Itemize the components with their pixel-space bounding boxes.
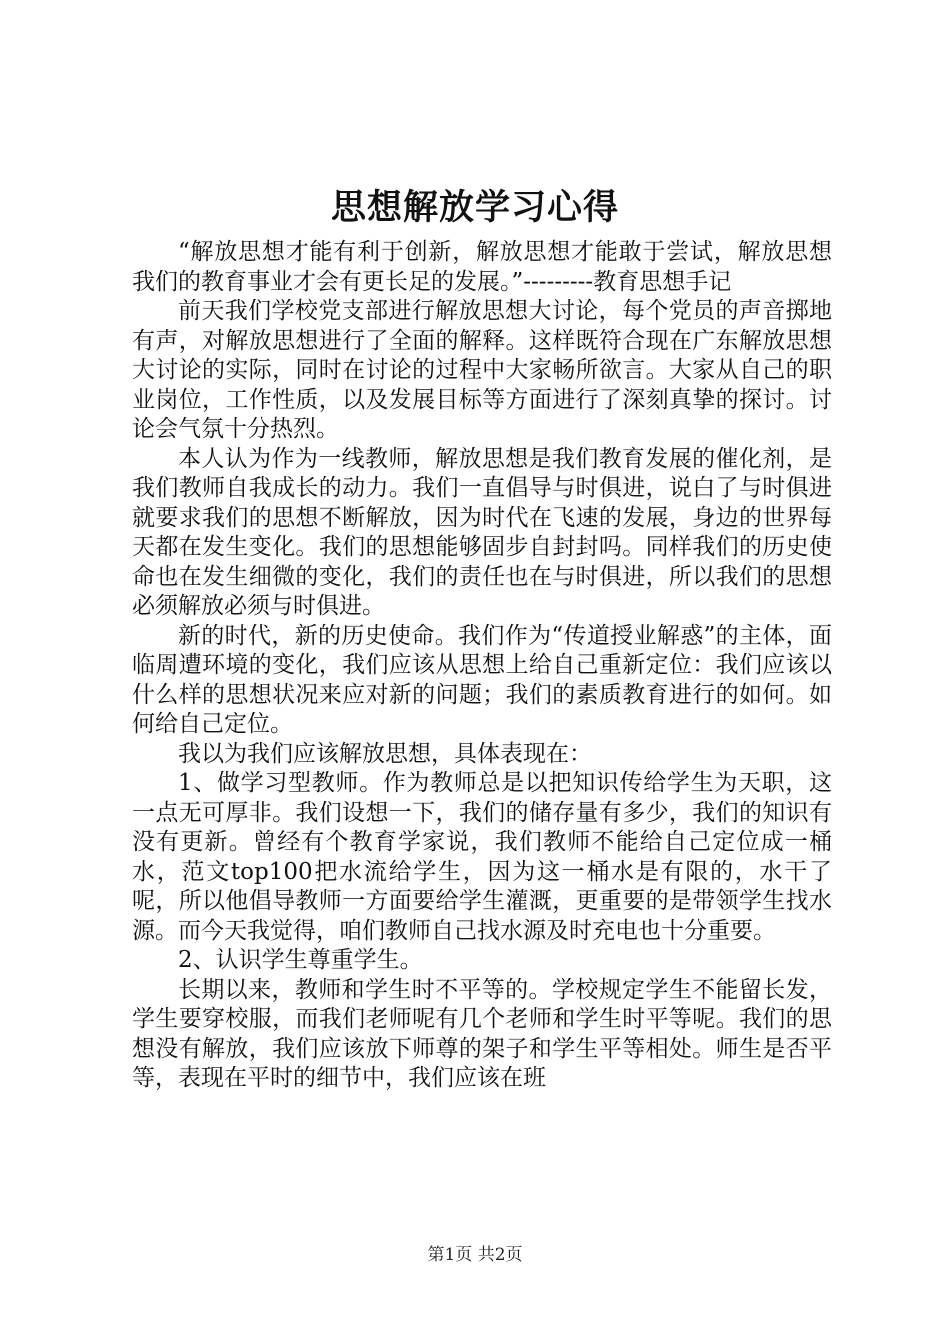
paragraph-item-2-body: 长期以来，教师和学生时不平等的。学校规定学生不能留长发，学生要穿校服，而我们老师呢有几个老师和学生时平等呢。我们的思想没有解放，我们应该放下师尊的架子和学生平等相处。师生是否平等，表现在平时的细节中，我们应该在班 bbox=[132, 976, 832, 1091]
paragraph-new-era: 新的时代，新的历史使命。我们作为“传道授业解惑”的主体，面临周遭环境的变化，我们应该从思想上给自己重新定位：我们应该以什么样的思想状况来应对新的问题；我们的素质教育进行的如何。如何给自己定位。 bbox=[132, 622, 832, 737]
page-number: 第1页 共2页 bbox=[427, 1245, 523, 1265]
document-body bbox=[132, 238, 832, 1094]
paragraph-discussion: 前天我们学校党支部进行解放思想大讨论，每个党员的声音掷地有声，对解放思想进行了全面的解释。这样既符合现在广东解放思想大讨论的实际，同时在讨论的过程中大家畅所欲言。大家从自己的职业岗位，工作性质，以及发展目标等方面进行了深刻真挚的探讨。讨论会气氛十分热烈。 bbox=[132, 298, 832, 442]
paragraph-quote: “解放思想才能有利于创新，解放思想才能敢于尝试，解放思想我们的教育事业才会有更长足的发展。”---------教育思想手记 bbox=[132, 239, 832, 295]
page-title: 思想解放学习心得 bbox=[330, 187, 619, 228]
paragraph-intro-list: 我以为我们应该解放思想，具体表现在： bbox=[178, 740, 592, 767]
paragraph-item-1: 1、做学习型教师。作为教师总是以把知识传给学生为天职，这一点无可厚非。我们设想一下，我们的储存量有多少，我们的知识有没有更新。曾经有个教育学家说，我们教师不能给自己定位成一桶水，范文top100把水流给学生，因为这一桶水是有限的，水干了呢，所以他倡导教师一方面要给学生灌溉，更重要的是带领学生找水源。而今天我觉得，咱们教师自己找水源及时充电也十分重要。 bbox=[132, 770, 832, 944]
paragraph-opinion: 本人认为作为一线教师，解放思想是我们教育发展的催化剂，是我们教师自我成长的动力。我们一直倡导与时俱进，说白了与时俱进就要求我们的思想不断解放，因为时代在飞速的发展，身边的世界每天都在发生变化。我们的思想能够固步自封封吗。同样我们的历史使命也在发生细微的变化，我们的责任也在与时俱进，所以我们的思想必须解放必须与时俱进。 bbox=[132, 445, 832, 619]
paragraph-item-2-heading: 2、认识学生尊重学生。 bbox=[178, 947, 423, 973]
